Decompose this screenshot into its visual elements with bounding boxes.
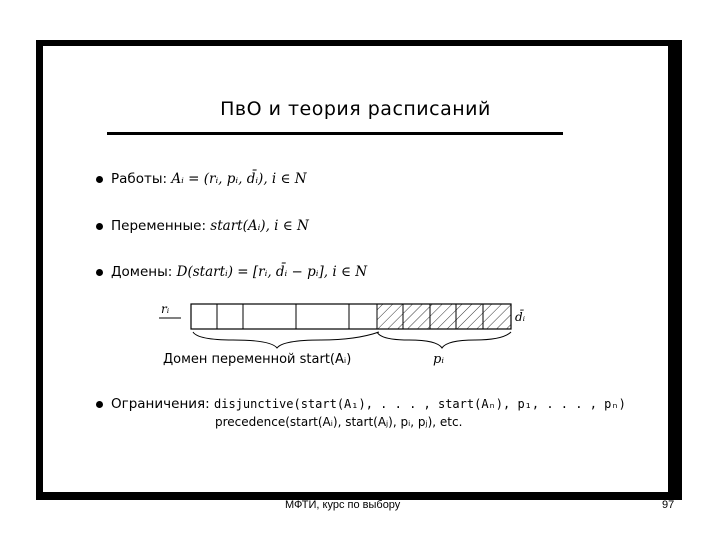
bullet-label: Ограничения: xyxy=(111,396,210,412)
bullet-math: D(startᵢ) = [rᵢ, d̄ᵢ − pᵢ], i ∈ N xyxy=(176,264,368,280)
bullet-jobs xyxy=(96,171,307,187)
bullet-dot xyxy=(96,223,103,230)
bullet-label: Работы: xyxy=(111,171,168,187)
bullet-label: Домены: xyxy=(111,264,173,280)
bullet-constraints xyxy=(96,396,626,412)
domain-diagram xyxy=(153,296,553,376)
bullet-math: start(Aᵢ), i ∈ N xyxy=(210,218,309,234)
footer-page-number: 97 xyxy=(662,499,675,511)
duration-label: pᵢ xyxy=(433,352,444,367)
slide-title: ПвО и теория расписаний xyxy=(220,98,491,120)
slide xyxy=(43,46,668,492)
title-underline xyxy=(107,132,563,135)
bullet-math: disjunctive(start(A₁), . . . , start(Aₙ), p₁, . . . , pₙ) xyxy=(214,397,626,411)
domain-brace xyxy=(193,332,379,348)
bullet-label: Переменные: xyxy=(111,218,206,234)
footer-course: МФТИ, курс по выбору xyxy=(285,499,401,511)
bullet-dot xyxy=(96,269,103,276)
release-label: rᵢ xyxy=(161,302,170,316)
duration-brace xyxy=(377,332,511,348)
processing-hatch xyxy=(377,304,511,329)
bullet-math: Aᵢ = (rᵢ, pᵢ, d̄ᵢ), i ∈ N xyxy=(171,171,307,187)
constraint-line-2: precedence(start(Aᵢ), start(Aⱼ), pᵢ, pⱼ), etc. xyxy=(215,415,463,429)
bullet-domains xyxy=(96,264,367,280)
domain-caption: Домен переменной start(Aᵢ) xyxy=(163,352,352,367)
bullet-variables xyxy=(96,218,309,234)
bullet-dot xyxy=(96,176,103,183)
bullet-dot xyxy=(96,401,103,408)
deadline-label: d̄ᵢ xyxy=(515,310,526,324)
